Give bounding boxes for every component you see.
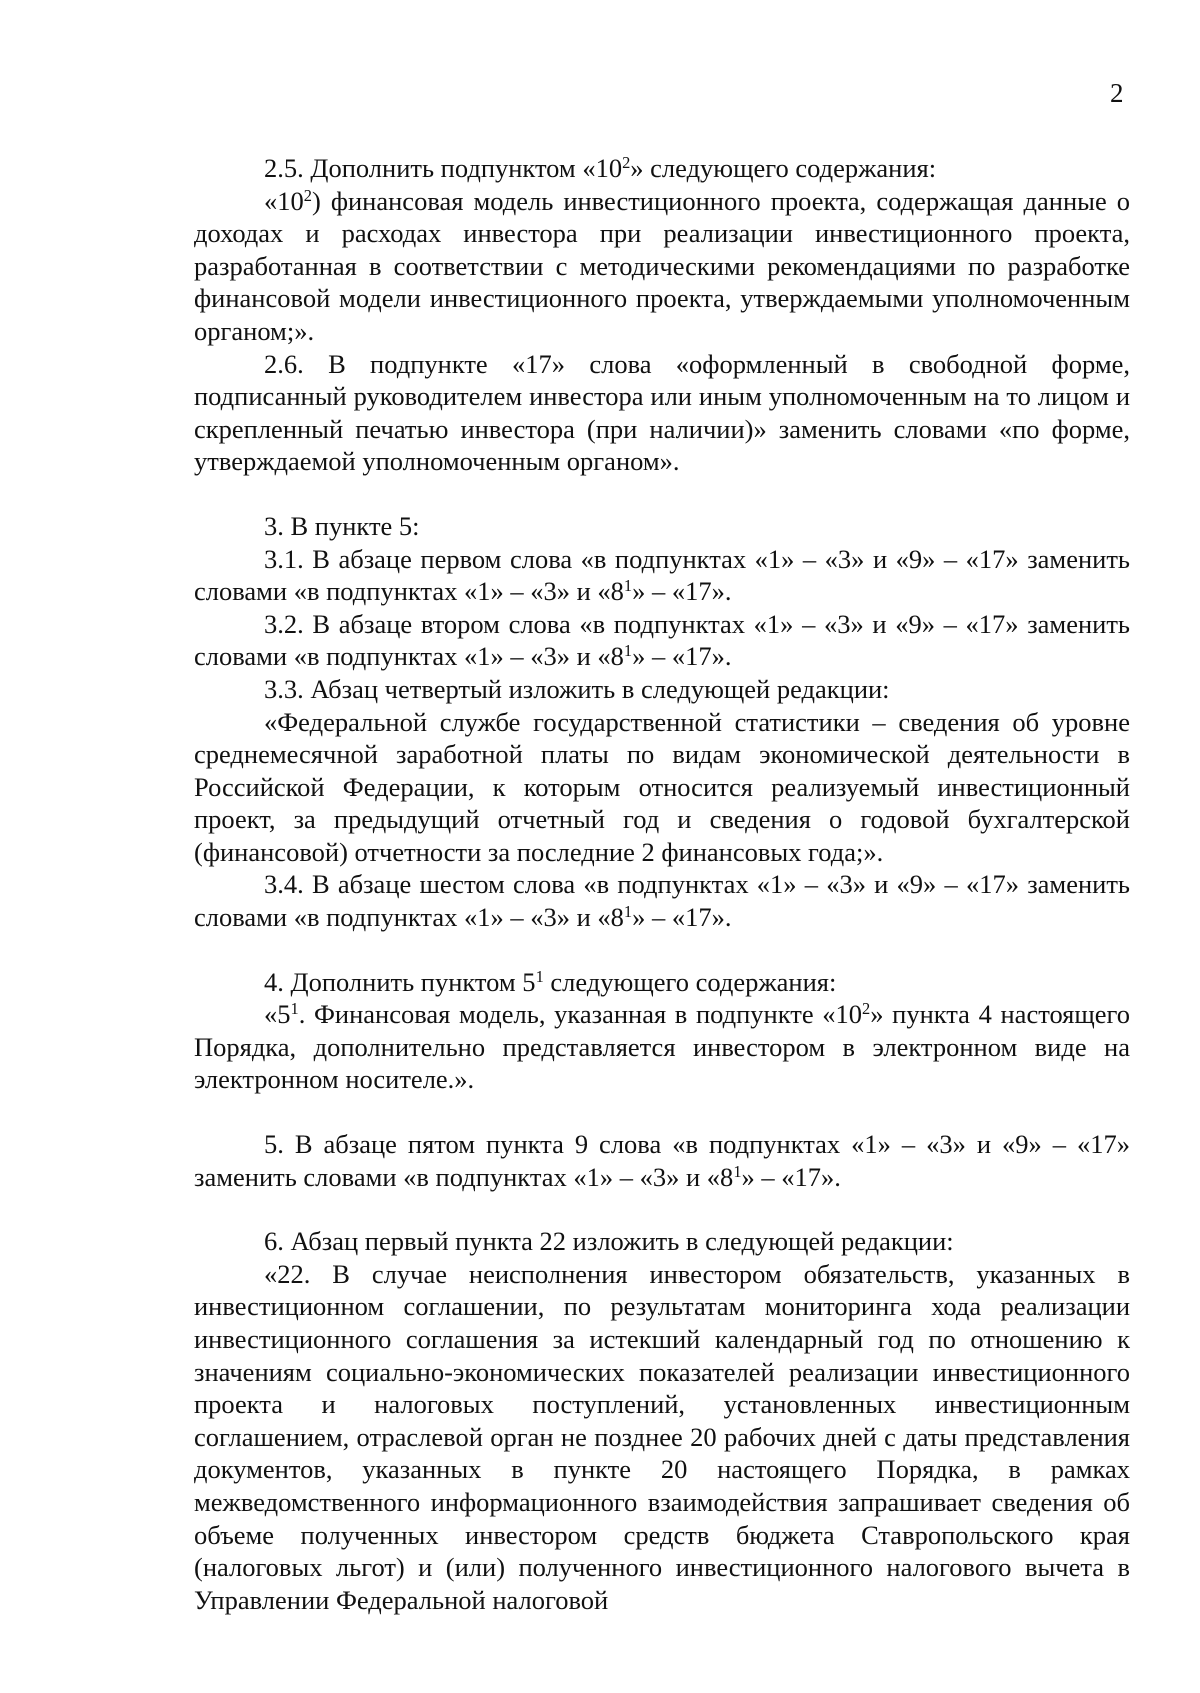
paragraph-3-1: 3.1. В абзаце первом слова «в подпунктах «1» – «3» и «9» – «17» заменить словами «в подпунктах «1» – «3» и «$8^1$» – «17». — [194, 543, 1130, 607]
paragraph-3-4: 3.4. В абзаце шестом слова «в подпунктах «1» – «3» и «9» – «17» заменить словами «в подпунктах «1» – «3» и «$8^1$» – «17». — [194, 869, 1130, 933]
paragraph-3: 3. В пункте 5: — [264, 510, 420, 541]
paragraph-rosstat-text: «Федеральной службе государственной статистики – сведения об уровне среднемесячной заработной платы по видам экономической деятельности в Российской Федерации, к которым относится реализуемый инвестиционный проект, за предыдущий отчетный год и сведения о годовой бухгалтерской (финансовой) отчетности за последние 2 финансовых года;». — [194, 706, 1130, 867]
paragraph-22-text: «22. В случае неисполнения инвестором обязательств, указанных в инвестиционном соглашении, по результатам мониторинга хода реализации инвестиционного соглашения за истекший календарный год по отношению к значениям социально-экономических показателей реализации инвестиционного проекта и налоговых поступлений, установленных инвестиционным соглашением, отраслевой орган не позднее 20 рабочих дней с даты представления документов, указанных в пункте 20 настоящего Порядка, в рамках межведомственного информационного взаимодействия запрашивает сведения об объеме полученных инвестором средств бюджета Ставропольского края (налоговых льгот) и (или) полученного инвестиционного налогового вычета в Управлении Федеральной налоговой — [194, 1258, 1130, 1615]
paragraph-3-2: 3.2. В абзаце втором слова «в подпунктах «1» – «3» и «9» – «17» заменить словами «в подпунктах «1» – «3» и «$8^1$» – «17». — [194, 608, 1130, 672]
paragraph-2-6: 2.6. В подпункте «17» слова «оформленный в свободной форме, подписанный руководителем инвестора или иным уполномоченным на то лицом и скрепленный печатью инвестора (при наличии)» заменить словами «по форме, утверждаемой уполномоченным органом». — [194, 348, 1130, 477]
paragraph-5-1-text: «$5^1$. Финансовая модель, указанная в подпункте «$10^2$» пункта 4 настоящего Порядка, дополнительно представляется инвестором в электронном виде на электронном носителе.». — [194, 999, 1131, 1095]
paragraph-4: 4. Дополнить пунктом $5^1$ следующего содержания: — [264, 966, 837, 997]
paragraph-2-5: 2.5. Дополнить подпунктом «$10^2$» следующего содержания: — [264, 152, 937, 183]
paragraph-6: 6. Абзац первый пункта 22 изложить в следующей редакции: — [264, 1226, 954, 1257]
paragraph-10-2-text: «$10^2$) финансовая модель инвестиционного проекта, содержащая данные о доходах и расходах инвестора при реализации инвестиционного проекта, разработанная в соответствии с методическими рекомендациями по разработке финансовой модели инвестиционного проекта, утверждаемыми уполномоченным органом;». — [194, 185, 1130, 346]
paragraph-5: 5. В абзаце пятом пункта 9 слова «в подпунктах «1» – «3» и «9» – «17» заменить словами «в подпунктах «1» – «3» и «$8^1$» – «17». — [194, 1129, 1130, 1192]
paragraph-3-3: 3.3. Абзац четвертый изложить в следующей редакции: — [264, 673, 890, 704]
document-body — [194, 152, 1130, 1616]
page-number: 2 — [1110, 78, 1124, 108]
